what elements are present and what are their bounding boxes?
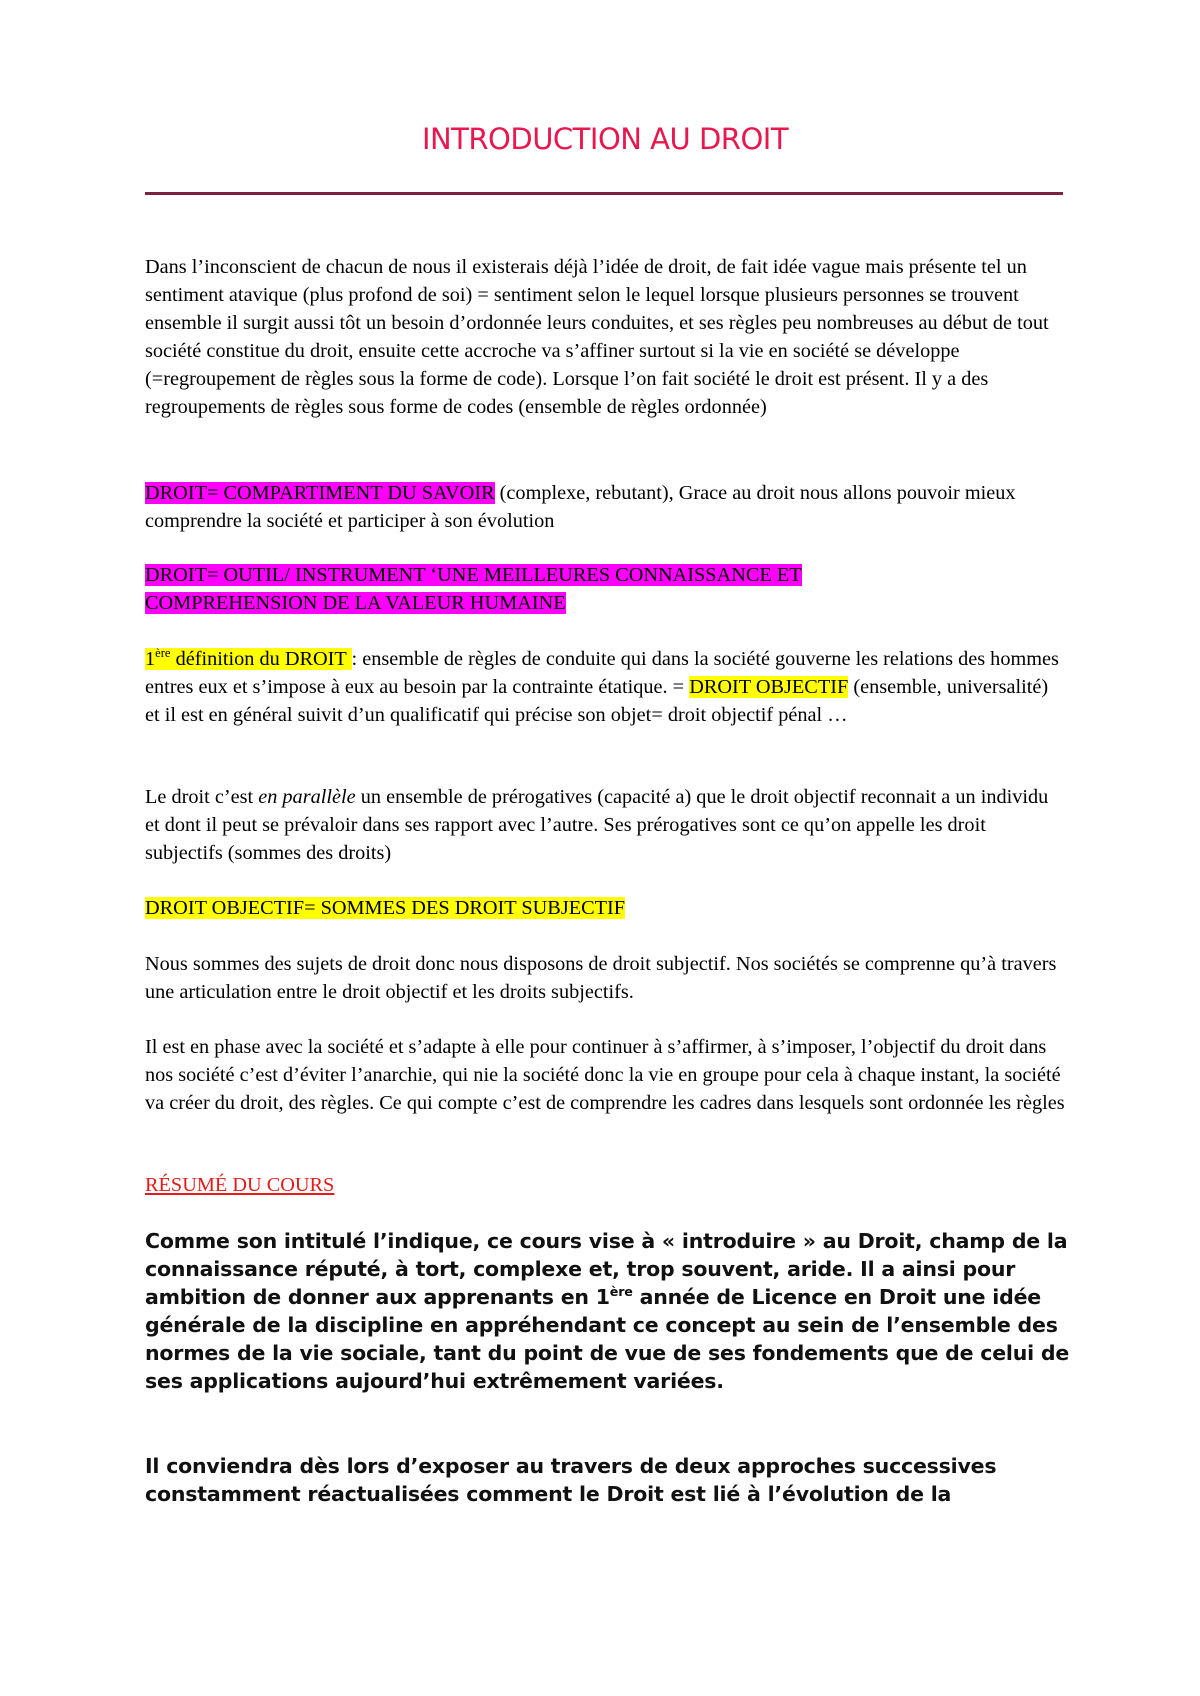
highlight-definition bbox=[145, 648, 352, 670]
highlight-outil: DROIT= OUTIL/ INSTRUMENT ‘UNE MEILLEURES CONNAISSANCE ET COMPREHENSION DE LA VALEUR HUMAINE bbox=[145, 564, 802, 614]
document-page bbox=[145, 0, 1070, 1696]
summary-paragraph-2: Il conviendra dès lors d’exposer au travers de deux approches successives constamment réactualisées comment le Droit est lié à l’évolution de la bbox=[145, 1454, 997, 1506]
paragraph-sommes bbox=[145, 894, 1065, 922]
paragraph-outil bbox=[145, 561, 935, 617]
highlight-droit-objectif: DROIT OBJECTIF bbox=[689, 676, 849, 698]
prerogatives-italic: en parallèle bbox=[258, 786, 356, 808]
summary-heading-text: RÉSUMÉ DU COURS bbox=[145, 1174, 335, 1196]
paragraph-prerogatives bbox=[145, 783, 1065, 867]
summary-heading bbox=[145, 1171, 1065, 1199]
title-divider bbox=[145, 192, 1063, 195]
summary-p1-start: Comme son intitulé l’indique, ce cours vise à « introduire » au Droit, champ de la connaissance réputé, à tort, complexe et, trop souvent, aride. Il a ainsi pour ambition de donner aux apprenants en 1 bbox=[145, 1229, 1068, 1309]
definition-superscript: ère bbox=[155, 646, 171, 661]
paragraph-compartiment-text: (complexe, rebutant), Grace au droit nous allons pouvoir mieux comprendre la société et participer à son évolution bbox=[145, 482, 1016, 532]
paragraph-intro: Dans l’inconscient de chacun de nous il existerais déjà l’idée de droit, de fait idée vague mais présente tel un sentiment atavique (plus profond de soi) = sentiment selon le lequel lorsque plusieurs personnes se trouvent ensemble il surgit aussi tôt un besoin d’ordonnée leurs conduites, et ses règles peu nombreuses au début de tout société constitue du droit, ensuite cette accroche va s’affiner surtout si la vie en société se développe (=regroupement de règles sous la forme de code). Lorsque l’on fait société le droit est présent. Il y a des regroupements de règles sous forme de codes (ensemble de règles ordonnée) bbox=[145, 256, 1049, 418]
definition-number: 1 bbox=[145, 648, 156, 670]
prerogatives-text-start: Le droit c’est bbox=[145, 786, 259, 808]
summary-paragraph-1 bbox=[145, 1227, 1070, 1395]
definition-text: : ensemble de règles de conduite qui dans la société gouverne les relations des hommes entres eux et s’impose à eux au besoin par la contrainte étatique. = bbox=[145, 648, 1059, 698]
paragraph-phase: Il est en phase avec la société et s’adapte à elle pour continuer à s’affirmer, à s’imposer, l’objectif du droit dans nos société c’est d’éviter l’anarchie, qui nie la société donc la vie en groupe pour cela à chaque instant, la société va créer du droit, des règles. Ce qui compte c’est de comprendre les cadres dans lesquels sont ordonnée les règles bbox=[145, 1036, 1065, 1114]
paragraph-sujets: Nous sommes des sujets de droit donc nous disposons de droit subjectif. Nos sociétés se comprenne qu’à travers une articulation entre le droit objectif et les droits subjectifs. bbox=[145, 953, 1057, 1003]
document-title: INTRODUCTION AU DROIT bbox=[421, 122, 789, 156]
summary-p1-superscript: ère bbox=[609, 1284, 633, 1300]
paragraph-compartiment bbox=[145, 479, 1065, 535]
highlight-sommes: DROIT OBJECTIF= SOMMES DES DROIT SUBJECTIF bbox=[145, 897, 626, 919]
summary-p1-end: année de Licence en Droit une idée générale de la discipline en appréhendant ce concept au sein de l’ensemble des normes de la vie sociale, tant du point de vue de ses fondements que de celui de ses applications aujourd’hui extrêmement variées. bbox=[145, 1285, 1070, 1393]
definition-text-2: (ensemble, universalité) et il est en général suivit d’un qualificatif qui précise son objet= droit objectif pénal … bbox=[145, 676, 1049, 726]
definition-label: définition du DROIT bbox=[170, 648, 352, 670]
highlight-compartiment: DROIT= COMPARTIMENT DU SAVOIR bbox=[145, 482, 495, 504]
paragraph-definition bbox=[145, 645, 1065, 729]
prerogatives-text-rest: un ensemble de prérogatives (capacité a) que le droit objectif reconnait a un individu et dont il peut se prévaloir dans ses rapport avec l’autre. Ses prérogatives sont ce qu’on appelle les droit subjectifs (sommes des droits) bbox=[145, 786, 1049, 864]
